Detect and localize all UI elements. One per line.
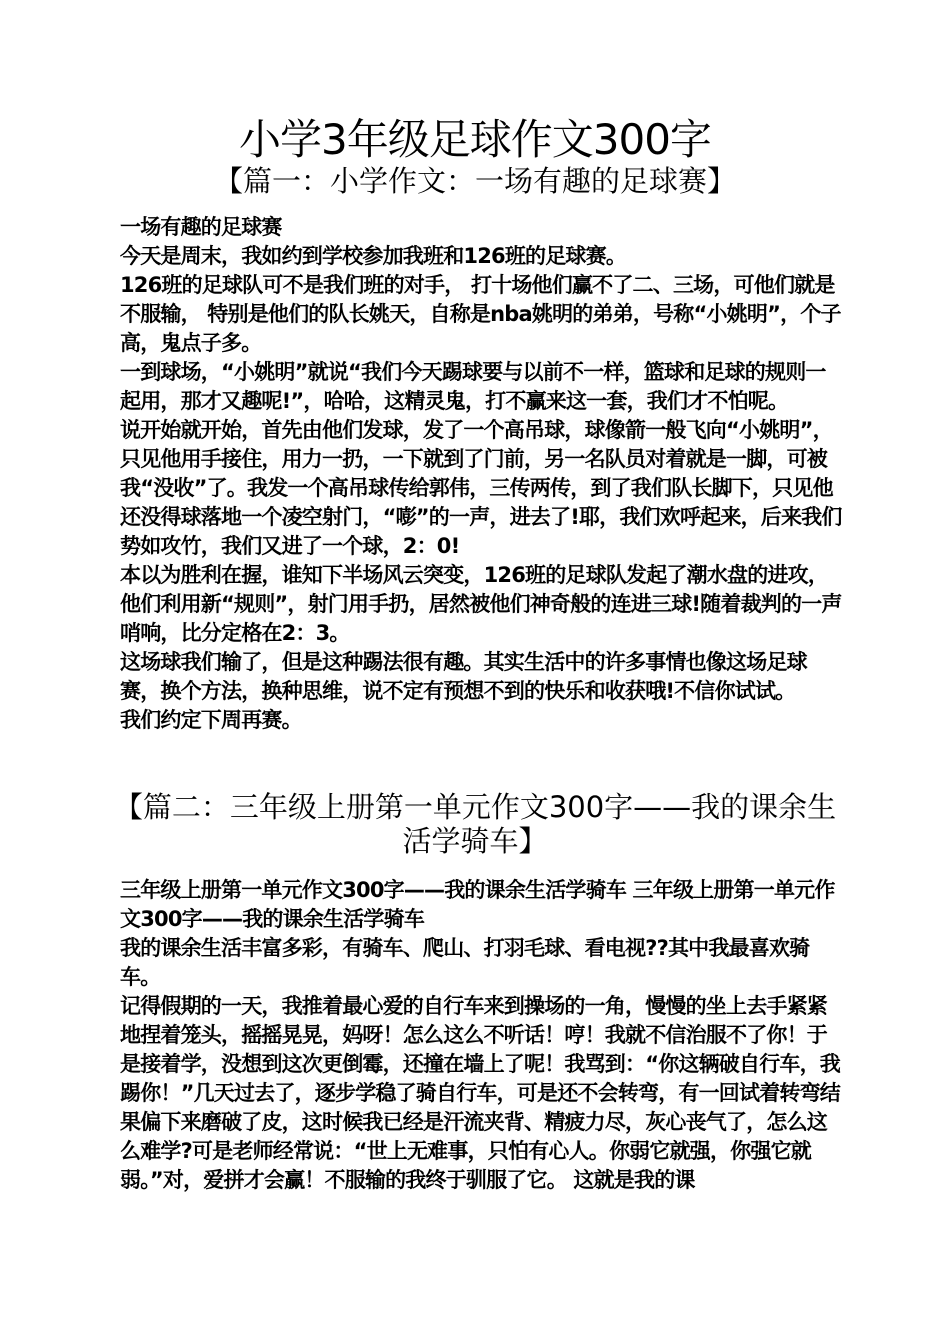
section-1-paragraph: 说开始就开始，首先由他们发球，发了一个高吊球，球像箭一般飞向“小姚明”，只见他用手接住，用力一扔，一下就到了门前，另一名队员对着就是一脚，可被我“没收”了。我发一个高吊球传给郭伟，三传两传，到了我们队长脚下，只见他还没得球落地一个凌空射门，“嘭”的一声，进去了!耶，我们欢呼起来，后来我们势如攻竹，我们又进了一个球，2：0!	[120, 418, 842, 558]
section-2-body	[115, 876, 845, 1195]
section-1-paragraph: 126班的足球队可不是我们班的对手， 打十场他们赢不了二、三场，可他们就是不服输， 特别是他们的队长姚天，自称是nba姚明的弟弟，号称“小姚明”，个子高，鬼点子多。	[120, 273, 841, 355]
section-1-paragraph: 本以为胜利在握，谁知下半场风云突变，126班的足球队发起了潮水盘的进攻，他们利用新“规则”，射门用手扔，居然被他们神奇般的连进三球!随着裁判的一声哨响，比分定格在2：3。	[120, 563, 842, 645]
section-1-paragraph: 一场有趣的足球赛	[120, 215, 282, 239]
document-title: 小学3年级足球作文300字	[239, 115, 711, 164]
section-2-heading: 【篇二：三年级上册第一单元作文300字——我的课余生活学骑车】	[113, 790, 837, 858]
section-2-paragraph: 记得假期的一天，我推着最心爱的自行车来到操场的一角，慢慢的坐上去手紧紧地捏着笼头，摇摇晃晃，妈呀！怎么这么不听话！哼！我就不信治服不了你！于是接着学，没想到这次更倒霉，还撞在墙上了呢！我骂到：“你这辆破自行车，我踢你！”几天过去了，逐步学稳了骑自行车，可是还不会转弯，有一回试着转弯结果偏下来磨破了皮，这时候我已经是汗流夹背、精疲力尽，灰心丧气了，怎么这么难学?可是老师经常说：“世上无难事，只怕有心人。你弱它就强，你强它就弱。”对，爱拼才会赢！不服输的我终于驯服了它。 这就是我的课	[120, 994, 840, 1192]
section-2-paragraph: 我的课余生活丰富多彩，有骑车、爬山、打羽毛球、看电视??其中我最喜欢骑车。	[120, 936, 810, 989]
section-1-body	[115, 213, 845, 735]
section-1-paragraph: 今天是周末，我如约到学校参加我班和126班的足球赛。	[120, 244, 627, 268]
section-2-paragraph: 三年级上册第一单元作文300字——我的课余生活学骑车 三年级上册第一单元作文300字——我的课余生活学骑车	[120, 878, 835, 931]
section-1-paragraph: 我们约定下周再赛。	[120, 708, 302, 732]
section-1-paragraph: 一到球场，“小姚明”就说“我们今天踢球要与以前不一样，篮球和足球的规则一起用，那才又趣呢!”，哈哈，这精灵鬼，打不赢来这一套，我们才不怕呢。	[120, 360, 826, 413]
section-1-heading: 【篇一：小学作文：一场有趣的足球赛】	[213, 164, 736, 198]
section-1-paragraph: 这场球我们输了，但是这种踢法很有趣。其实生活中的许多事情也像这场足球赛，换个方法，换种思维，说不定有预想不到的快乐和收获哦!不信你试试。	[120, 650, 807, 703]
